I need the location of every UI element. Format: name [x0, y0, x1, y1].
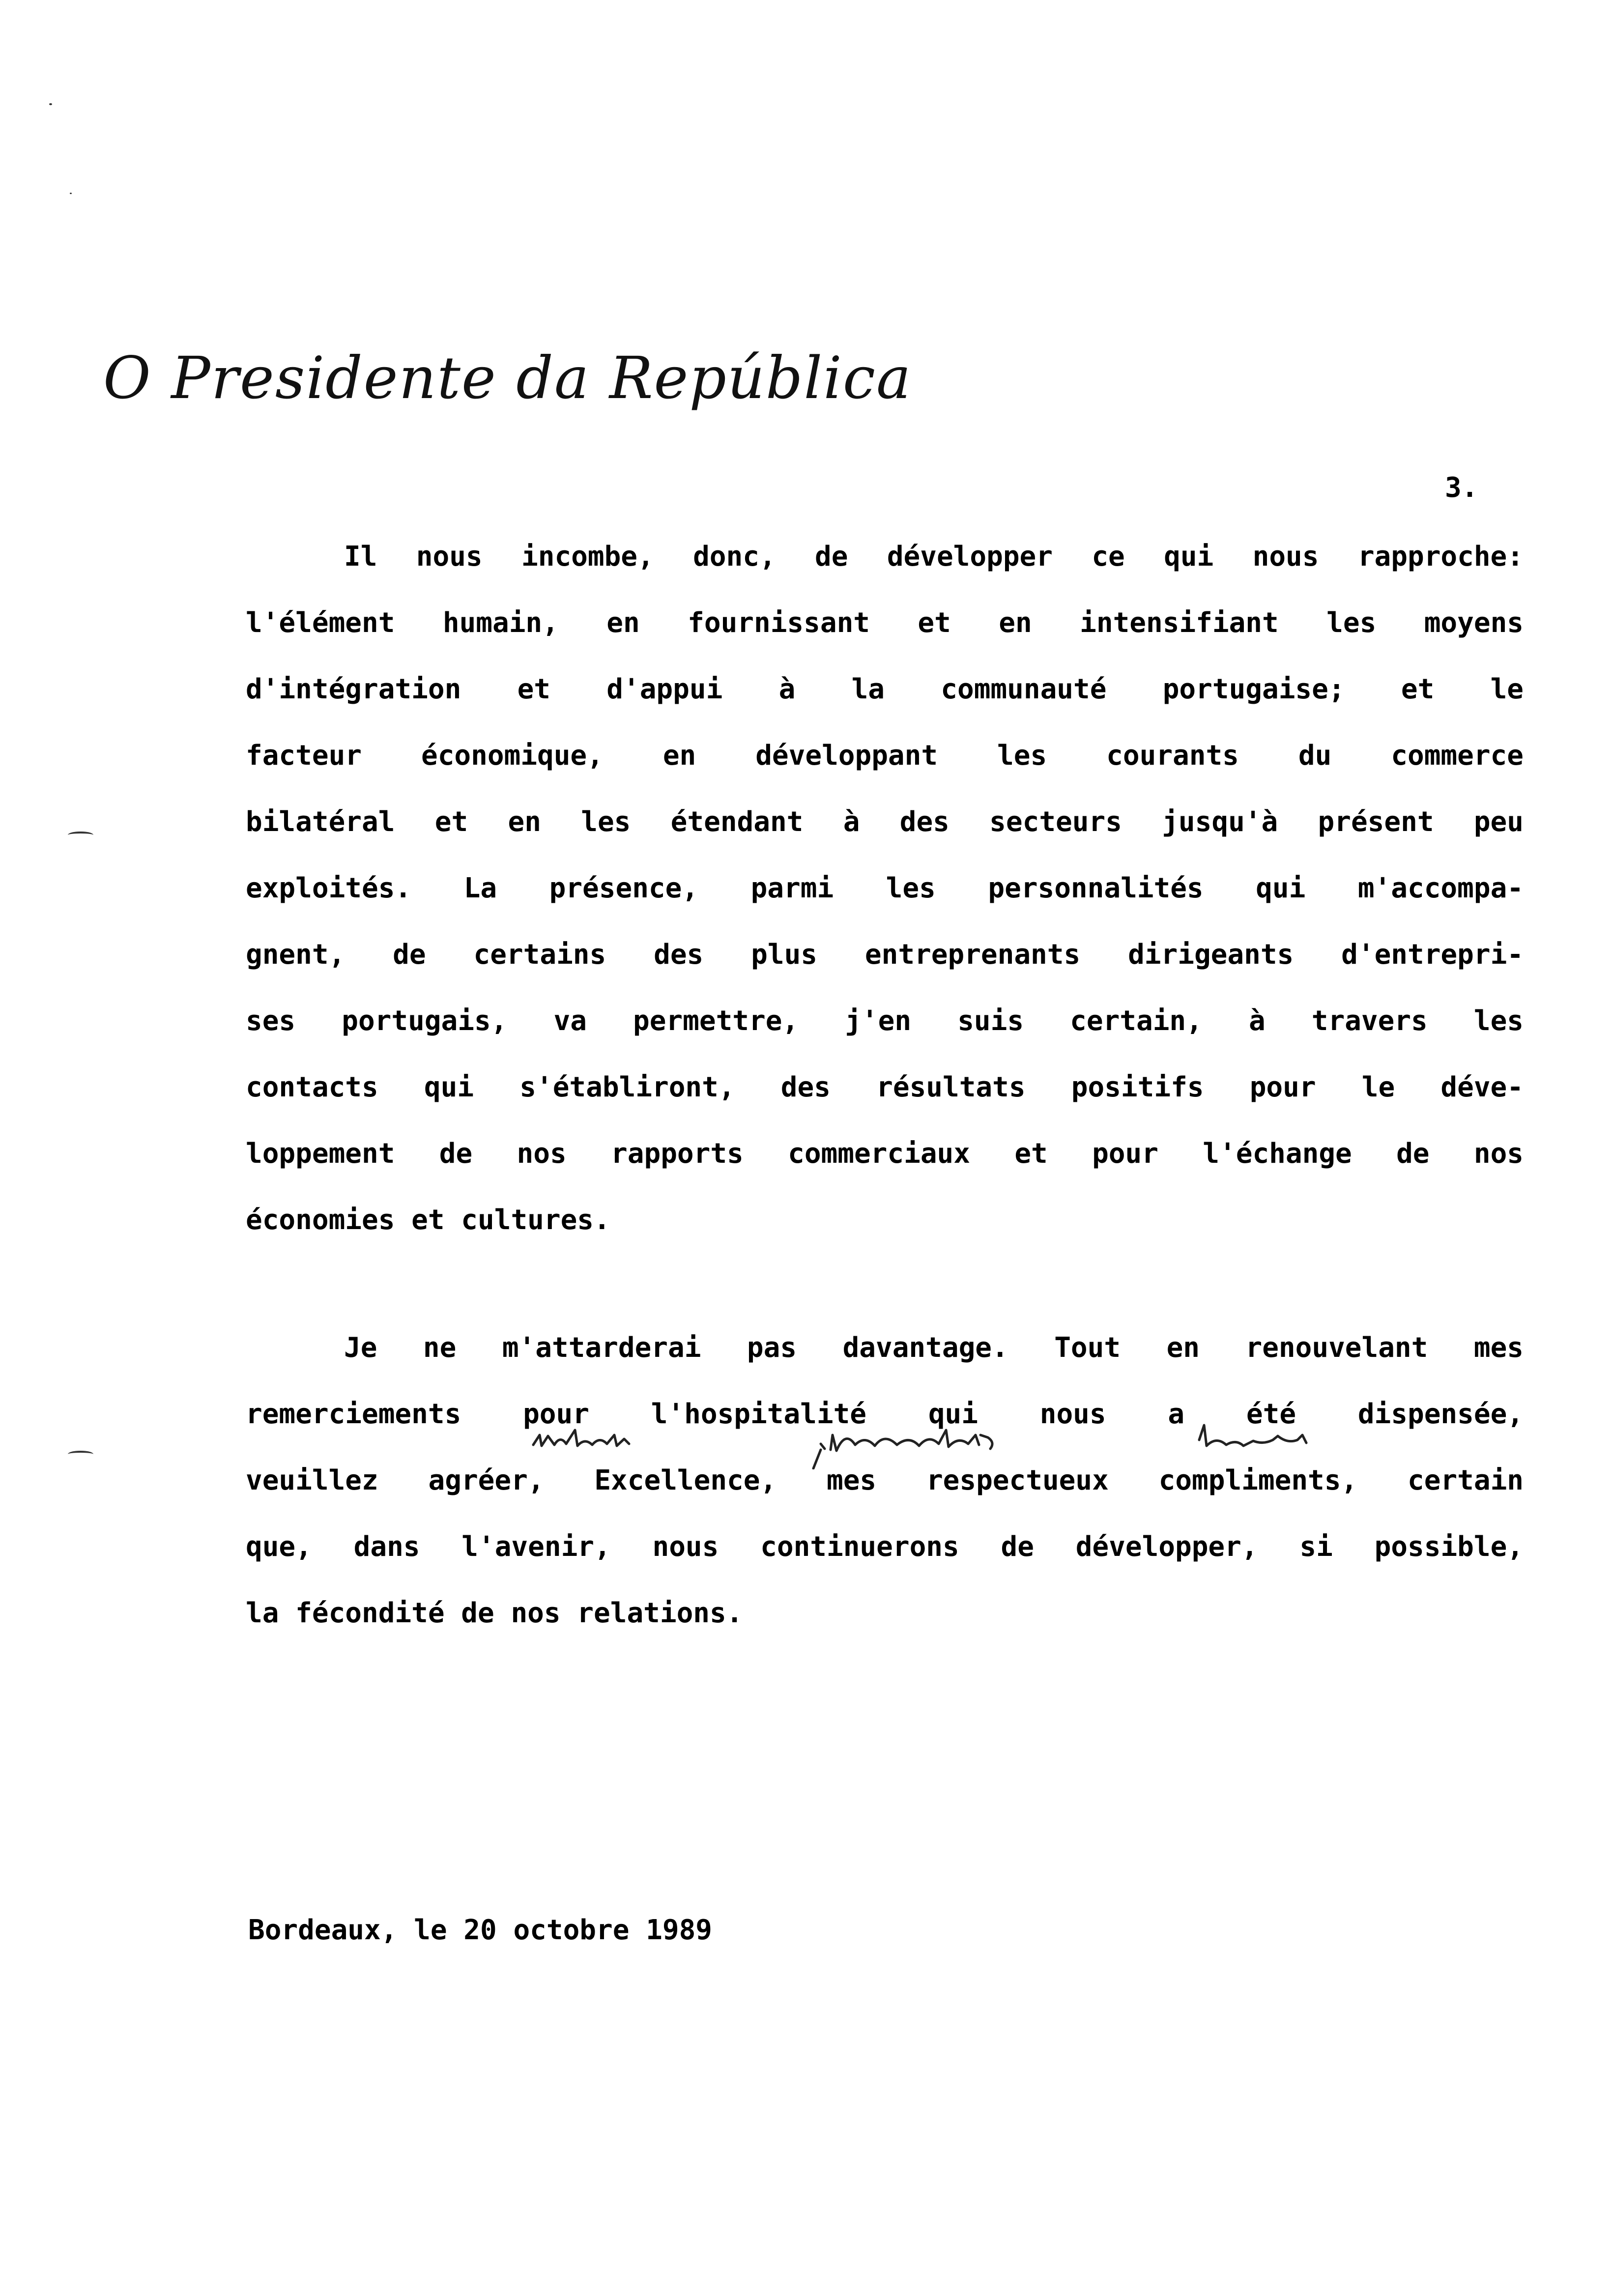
- paragraph-line: exploités. La présence, parmi les personnalités qui m'accompa-: [246, 872, 1524, 904]
- paragraph-line: gnent, de certains des plus entreprenants dirigeants d'entrepri-: [246, 939, 1524, 971]
- paragraph-line: loppement de nos rapports commerciaux et pour l'échange de nos: [246, 1138, 1524, 1170]
- paragraph-line: Il nous incombe, donc, de développer ce qui nous rapproche:: [344, 541, 1524, 573]
- letterhead: O Presidente da República: [103, 344, 912, 412]
- scan-speck: [70, 193, 72, 194]
- paragraph-line: remerciements pour l'hospitalité qui nous a été dispensée,: [246, 1398, 1524, 1430]
- paragraph-line: économies et cultures.: [246, 1204, 610, 1236]
- paragraph-line: la fécondité de nos relations.: [246, 1597, 743, 1629]
- paragraph-line: contacts qui s'établiront, des résultats positifs pour le déve-: [246, 1071, 1524, 1103]
- margin-mark: [68, 832, 93, 838]
- handwritten-scribble: [821, 1430, 992, 1451]
- paragraph-line: veuillez agréer, Excellence, mes respectueux compliments, certain: [246, 1464, 1524, 1496]
- paragraph-line: d'intégration et d'appui à la communauté portugaise; et le: [246, 673, 1524, 705]
- paragraph-line: que, dans l'avenir, nous continuerons de développer, si possible,: [246, 1531, 1524, 1563]
- page-number: 3.: [1445, 472, 1478, 504]
- scan-speck: [49, 103, 52, 105]
- handwritten-annotations: [531, 1415, 1425, 1469]
- paragraph-line: bilatéral et en les étendant à des secteurs jusqu'à présent peu: [246, 806, 1524, 838]
- handwritten-scribble: [533, 1430, 629, 1446]
- handwritten-scribble: [1199, 1425, 1306, 1446]
- paragraph-line: facteur économique, en développant les courants du commerce: [246, 740, 1524, 772]
- paragraph-line: l'élément humain, en fournissant et en intensifiant les moyens: [246, 607, 1524, 639]
- place-date: Bordeaux, le 20 octobre 1989: [248, 1914, 713, 1946]
- paragraph-line: ses portugais, va permettre, j'en suis certain, à travers les: [246, 1005, 1524, 1037]
- paragraph-line: Je ne m'attarderai pas davantage. Tout en renouvelant mes: [344, 1332, 1524, 1364]
- margin-mark: [68, 1451, 93, 1458]
- insertion-mark: [813, 1450, 821, 1468]
